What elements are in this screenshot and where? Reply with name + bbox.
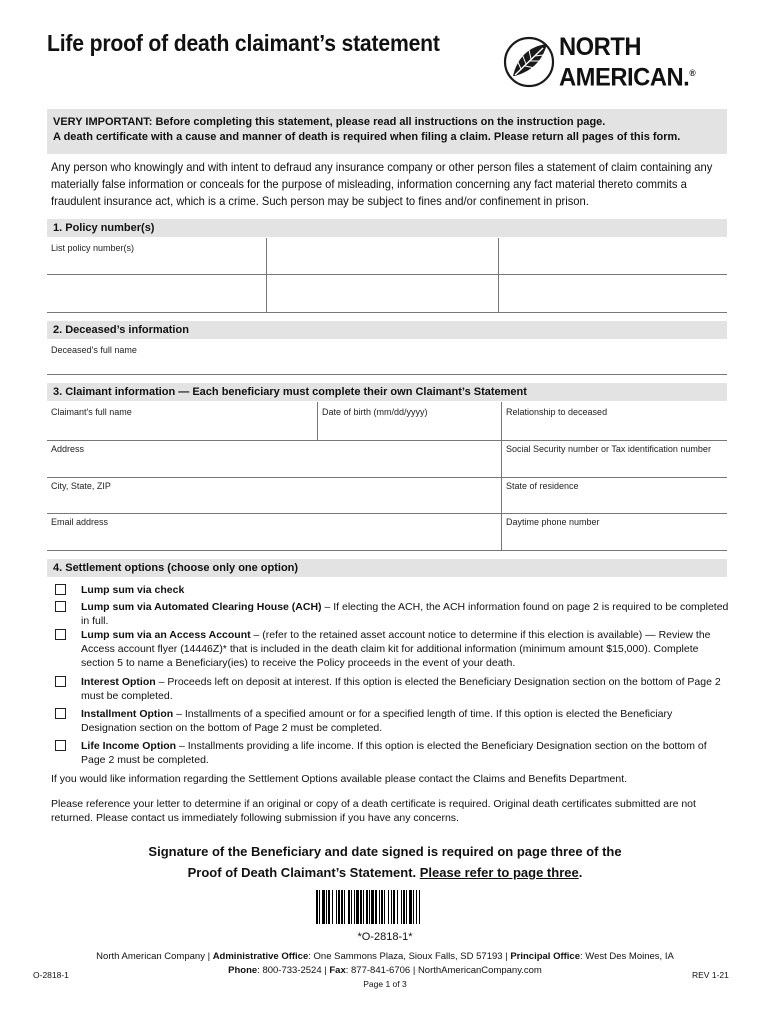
dob-field[interactable] — [318, 402, 501, 440]
divider — [266, 238, 267, 312]
section-settlement-header: 4. Settlement options (choose only one option) — [47, 559, 727, 577]
divider — [47, 550, 727, 551]
checkbox-life-income[interactable] — [55, 740, 66, 751]
ssn-label: Social Security number or Tax identification number — [506, 444, 711, 454]
footer-contact: Phone: 800-733-2524 | Fax: 877-841-6706 | NorthAmericanCompany.com — [228, 965, 542, 976]
website-link[interactable]: | NorthAmericanCompany.com — [410, 965, 542, 976]
policy-number-field-4[interactable] — [47, 275, 266, 312]
email-label: Email address — [51, 517, 109, 527]
phone-field[interactable] — [502, 514, 727, 550]
checkbox-lump-sum-ach[interactable] — [55, 601, 66, 612]
checkbox-access-account[interactable] — [55, 629, 66, 640]
divider — [47, 374, 727, 375]
checkbox-interest[interactable] — [55, 676, 66, 687]
option-life-income: Life Income Option – Installments providing a life income. If this option is elected the Beneficiary Designation section on the bottom of Page 2 must be completed. — [55, 739, 730, 767]
claimant-name-field[interactable] — [47, 402, 317, 440]
section-policy-header: 1. Policy number(s) — [47, 219, 727, 237]
divider — [501, 402, 502, 550]
death-certificate-note: Please reference your letter to determine if an original or copy of a death certificate is required. Original death certificates submitted are not returned. Please contact us immediately following submission if you have any concerns. — [51, 798, 696, 824]
residence-label: State of residence — [506, 481, 579, 491]
leaf-icon — [503, 36, 555, 88]
important-notice: VERY IMPORTANT: Before completing this statement, please read all instructions on the instruction page. A death certificate with a cause and manner of death is required when filing a claim. Please return all pages of this form. — [47, 109, 727, 154]
policy-number-field-3[interactable] — [499, 238, 727, 274]
logo-wordmark: NORTH AMERICAN.® — [559, 33, 696, 92]
divider — [498, 238, 499, 312]
barcode — [316, 890, 454, 924]
option-access-account: Lump sum via an Access Account – (refer to the retained asset account notice to determine if this election is available) — Review the Access account flyer (14446Z)* that is included in the death claim kit for additional information (minimum amount $15,000). Complete section 5 to name a Beneficiary(ies) to receive the Policy proceeds in the event of your death. — [55, 628, 730, 670]
footer-address: North American Company | Administrative Office: One Sammons Plaza, Sioux Falls, SD 57193 | Principal Office: West Des Moines, IA — [96, 951, 674, 962]
form-code: O-2818-1 — [33, 970, 69, 980]
divider — [317, 402, 318, 440]
checkbox-installment[interactable] — [55, 708, 66, 719]
deceased-name-field[interactable] — [47, 340, 727, 374]
policy-number-field-2[interactable] — [267, 238, 498, 274]
section-claimant-header: 3. Claimant information — Each beneficiary must complete their own Claimant’s Statement — [47, 383, 727, 401]
claimant-name-label: Claimant's full name — [51, 407, 132, 417]
relationship-field[interactable] — [502, 402, 727, 440]
phone-label: Daytime phone number — [506, 517, 600, 527]
settlement-info-note: If you would like information regarding the Settlement Options available please contact the Claims and Benefits Department. — [51, 773, 628, 785]
policy-number-field-6[interactable] — [499, 275, 727, 312]
barcode-text: *O-2818-1* — [357, 931, 413, 943]
checkbox-lump-sum-check[interactable] — [55, 584, 66, 595]
dob-label: Date of birth (mm/dd/yyyy) — [322, 407, 428, 417]
form-title: Life proof of death claimant’s statement — [47, 30, 440, 56]
policy-number-field-1[interactable] — [47, 238, 266, 274]
signature-requirement: Signature of the Beneficiary and date signed is required on page three of the Proof of Death Claimant’s Statement. Please refer to page three. — [148, 844, 622, 880]
ssn-field[interactable] — [502, 441, 727, 477]
divider — [47, 274, 727, 275]
address-field[interactable] — [47, 441, 501, 477]
city-label: City, State, ZIP — [51, 481, 111, 491]
page-number: Page 1 of 3 — [363, 979, 407, 989]
city-state-zip-field[interactable] — [47, 478, 501, 513]
option-lump-sum-check: Lump sum via check — [55, 583, 730, 597]
residence-field[interactable] — [502, 478, 727, 513]
address-label: Address — [51, 444, 85, 454]
option-installment: Installment Option – Installments of a specified amount or for a specified length of time. If this option is elected the Beneficiary Designation section on the bottom of Page 2 must be completed. — [55, 707, 730, 735]
email-field[interactable] — [47, 514, 501, 550]
revision: REV 1-21 — [692, 970, 729, 980]
divider — [47, 312, 727, 313]
section-deceased-header: 2. Deceased’s information — [47, 321, 727, 339]
policy-number-label: List policy number(s) — [51, 243, 135, 253]
fraud-warning: Any person who knowingly and with intent to defraud any insurance company or other person files a statement of claim containing any materially false information or conceals for the purpose of misleading, information concerning any fact material thereto commits a fraudulent insurance act, which is a crime. Such person may be subject to fines and/or confinement in prison. — [51, 160, 713, 208]
policy-number-field-5[interactable] — [267, 275, 498, 312]
option-interest: Interest Option – Proceeds left on deposit at interest. If this option is elected the Beneficiary Designation section on the bottom of Page 2 must be completed. — [55, 675, 730, 703]
option-lump-sum-ach: Lump sum via Automated Clearing House (ACH) – If electing the ACH, the ACH information found on page 2 is required to be completed in full. — [55, 600, 730, 628]
relationship-label: Relationship to deceased — [506, 407, 608, 417]
north-american-logo — [503, 34, 733, 94]
deceased-name-label: Deceased’s full name — [51, 345, 137, 355]
